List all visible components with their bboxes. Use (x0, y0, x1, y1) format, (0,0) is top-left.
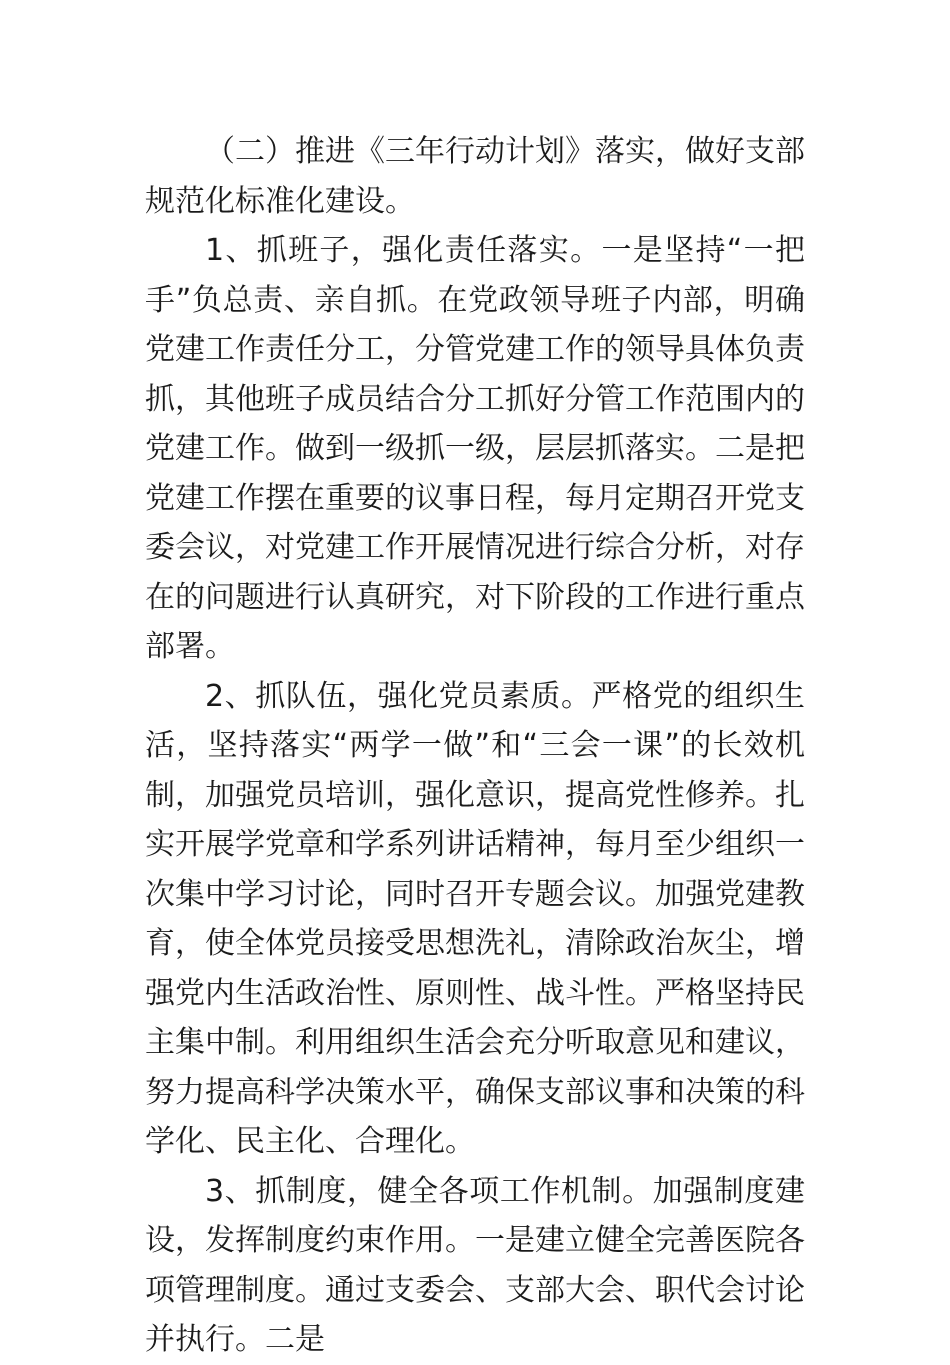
document-body (145, 127, 805, 1365)
paragraph-team: 2、抓队伍，强化党员素质。严格党的组织生活，坚持落实“两学一做”和“三会一课”的长效机制，加强党员培训，强化意识，提高党性修养。扎实开展学党章和学系列讲话精神，每月至少组织一次集中学习讨论，同时召开专题会议。加强党建教育，使全体党员接受思想洗礼，清除政治灰尘，增强党内生活政治性、原则性、战斗性。严格坚持民主集中制。利用组织生活会充分听取意见和建议，努力提高科学决策水平，确保支部议事和决策的科学化、民主化、合理化。 (145, 678, 805, 1159)
section-heading-paragraph: （二）推进《三年行动计划》落实，做好支部规范化标准化建设。 (145, 134, 805, 219)
paragraph-system: 3、抓制度，健全各项工作机制。加强制度建设，发挥制度约束作用。一是建立健全完善医院各项管理制度。通过支委会、支部大会、职代会讨论并执行。二是 (145, 1173, 805, 1357)
paragraph-leadership: 1、抓班子，强化责任落实。一是坚持“一把手”负总责、亲自抓。在党政领导班子内部，明确党建工作责任分工，分管党建工作的领导具体负责抓，其他班子成员结合分工抓好分管工作范围内的党建工作。做到一级抓一级，层层抓落实。二是把党建工作摆在重要的议事日程，每月定期召开党支委会议，对党建工作开展情况进行综合分析，对存在的问题进行认真研究，对下阶段的工作进行重点部署。 (145, 233, 805, 664)
